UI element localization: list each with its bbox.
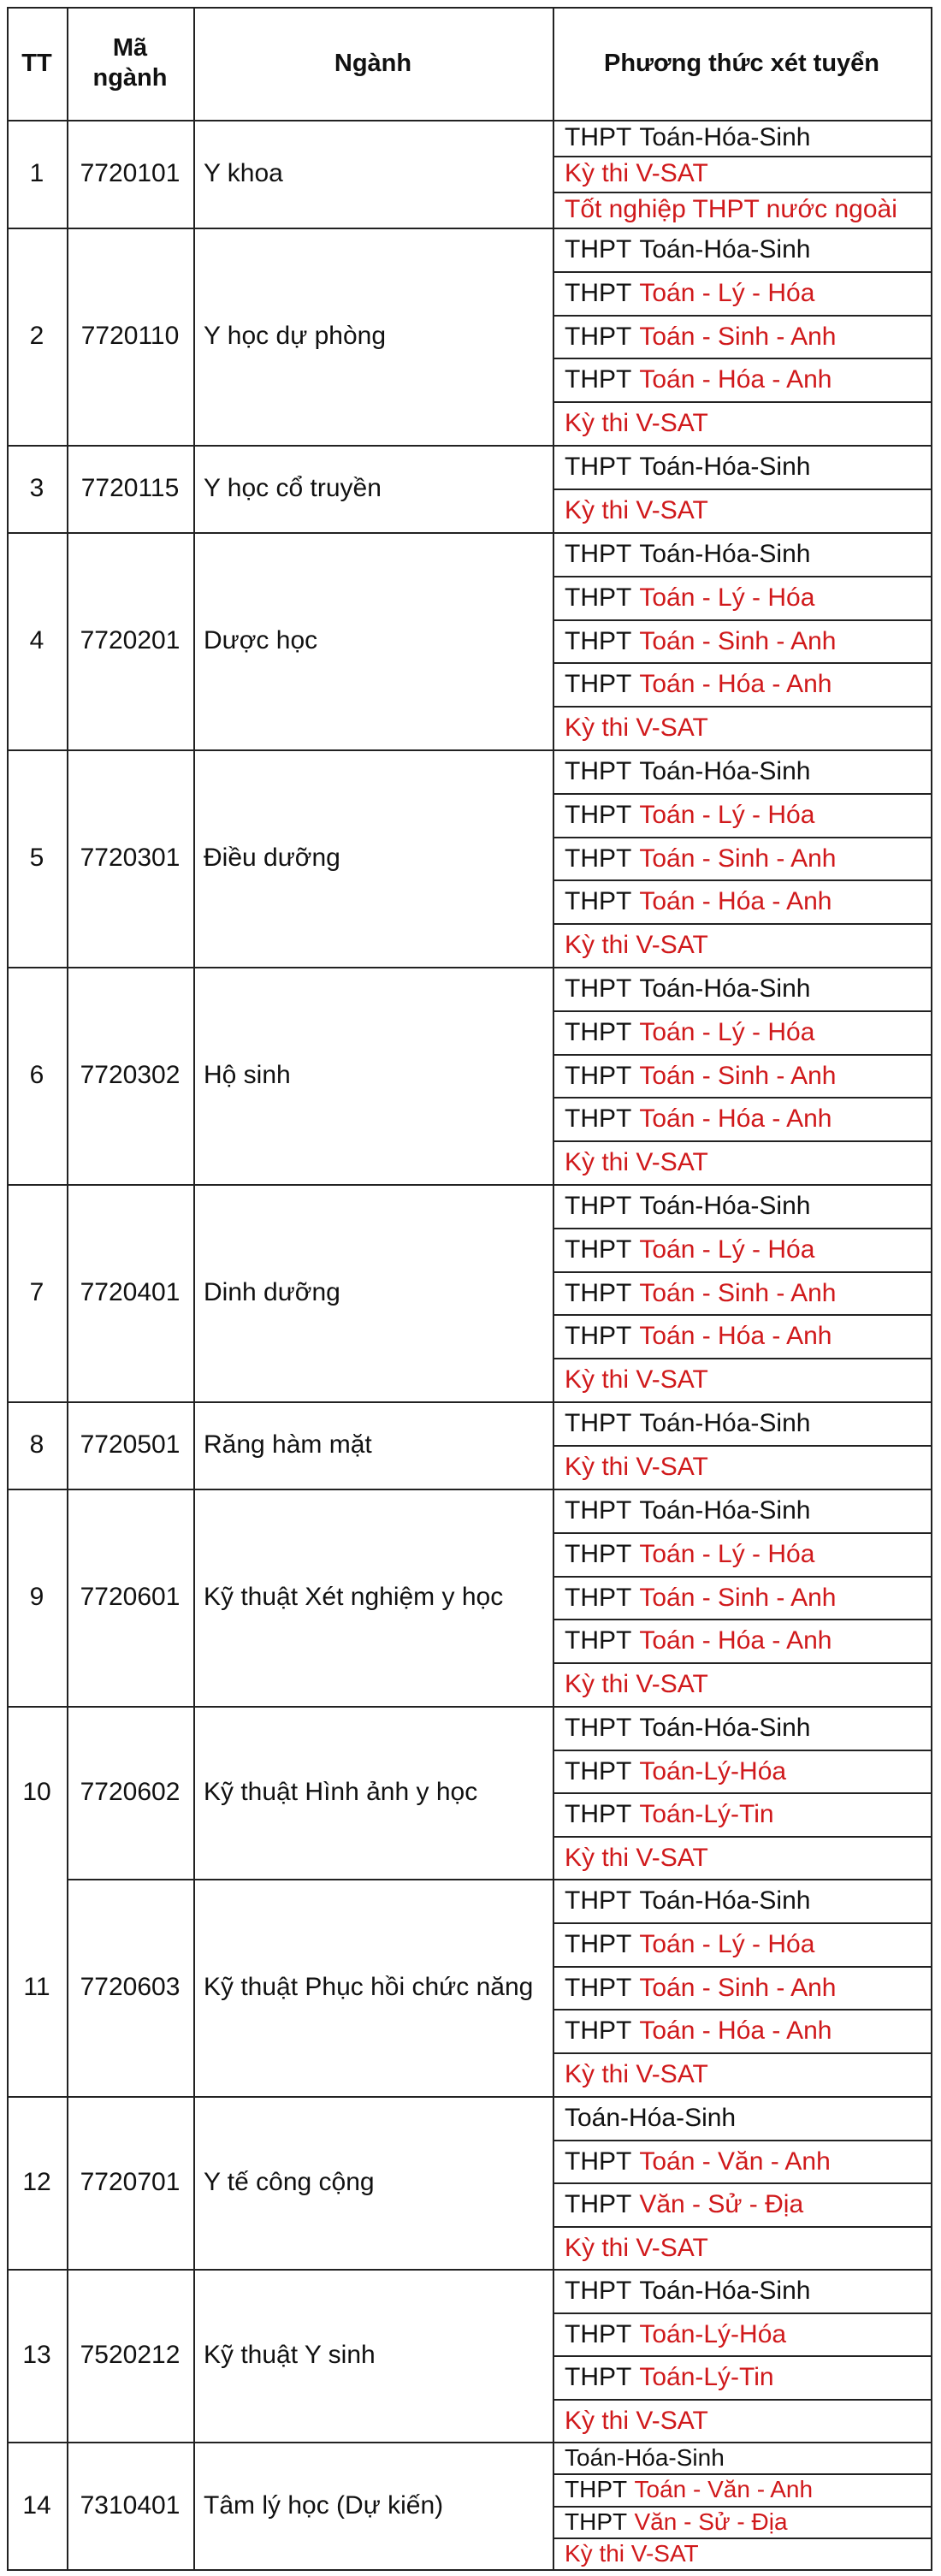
column-border-1: [67, 7, 68, 2571]
row-tt-text: 8: [29, 1430, 44, 1459]
row-tt-text: 7: [29, 1278, 44, 1306]
row-code-text: 7720401: [80, 1278, 181, 1306]
row-code: [72, 1706, 188, 1879]
method-subjects: Toán-Hóa-Sinh: [639, 123, 811, 151]
admission-method: [565, 2399, 708, 2443]
admission-method: [565, 1228, 814, 1271]
method-subjects: Toán-Hóa-Sinh: [639, 452, 811, 481]
method-prefix: THPT: [565, 1235, 632, 1264]
method-subjects: Toán-Lý-Hóa: [639, 2319, 787, 2348]
method-subjects: Kỳ thi V-SAT: [565, 1452, 708, 1481]
method-prefix: THPT: [565, 278, 632, 307]
admission-method: [565, 837, 836, 880]
method-prefix: THPT: [565, 1539, 632, 1568]
row-name-text: Răng hàm mặt: [204, 1430, 372, 1459]
method-prefix: THPT: [565, 234, 632, 264]
row-name-text: Kỹ thuật Y sinh: [204, 2341, 376, 2369]
row-code: [72, 1401, 188, 1489]
method-subjects: Toán-Lý-Hóa: [639, 1756, 787, 1785]
admission-method: [565, 749, 810, 793]
column-border-3: [553, 7, 554, 2571]
row-code: [72, 749, 188, 967]
method-prefix: THPT: [565, 1191, 632, 1220]
header-ma-nganh-text: Mã ngành: [92, 34, 168, 92]
method-prefix: THPT: [565, 974, 632, 1003]
method-subjects: Toán - Văn - Anh: [639, 2147, 831, 2176]
row-code-text: 7720301: [80, 844, 181, 872]
admission-method: [565, 1532, 814, 1576]
admission-method: [565, 358, 832, 401]
method-subjects: Toán - Lý - Hóa: [639, 800, 815, 829]
method-subjects: Kỳ thi V-SAT: [565, 1365, 708, 1394]
admission-method: [565, 1358, 708, 1401]
row-name: [204, 1489, 542, 1706]
admission-method: [565, 1792, 774, 1836]
method-subjects: Toán - Hóa - Anh: [639, 1626, 832, 1655]
admission-method: [565, 1314, 832, 1358]
row-code-text: 7720302: [80, 1061, 181, 1089]
admission-method: [565, 1662, 708, 1706]
method-subjects: Kỳ thi V-SAT: [565, 1843, 708, 1872]
row-code: [72, 228, 188, 445]
admission-method: [565, 2009, 832, 2052]
admission-method: [565, 1271, 836, 1315]
method-prefix: THPT: [565, 2362, 632, 2391]
row-tt: [12, 445, 62, 532]
method-subjects: Toán-Lý-Tin: [639, 1799, 774, 1828]
method-prefix: THPT: [565, 1713, 632, 1742]
row-tt: [12, 120, 62, 228]
row-code-text: 7720603: [80, 1973, 181, 2001]
row-code-text: 7720601: [80, 1583, 181, 1611]
row-tt-text: 14: [22, 2490, 51, 2520]
method-subjects: Toán-Hóa-Sinh: [639, 1713, 811, 1742]
admission-method: [565, 2506, 788, 2538]
row-tt-text: 5: [29, 844, 44, 872]
admission-method: [565, 706, 708, 749]
method-prefix: THPT: [565, 886, 632, 915]
method-subjects: Kỳ thi V-SAT: [565, 1147, 708, 1176]
admission-method: [565, 401, 708, 445]
row-tt: [12, 228, 62, 445]
method-subjects: Văn - Sử - Địa: [639, 2189, 804, 2218]
method-subjects: Văn - Sử - Địa: [634, 2508, 788, 2535]
row-code-text: 7520212: [80, 2341, 181, 2369]
row-name-text: Kỹ thuật Xét nghiệm y học: [204, 1583, 504, 1611]
admission-method: [565, 1576, 836, 1620]
method-subjects: Kỳ thi V-SAT: [565, 159, 708, 187]
column-border-2: [193, 7, 195, 2571]
row-tt: [12, 1489, 62, 1706]
method-prefix: THPT: [565, 1799, 632, 1828]
row-name-text: Y khoa: [204, 159, 283, 187]
row-tt-text: 4: [29, 626, 44, 654]
method-subjects: Toán - Sinh - Anh: [639, 1061, 837, 1090]
method-prefix: THPT: [565, 756, 632, 785]
method-subjects: Kỳ thi V-SAT: [565, 2539, 699, 2567]
method-subjects: Toán - Lý - Hóa: [639, 278, 815, 307]
method-subjects: Toán - Hóa - Anh: [639, 669, 832, 698]
header-ma-nganh: [72, 7, 188, 120]
admission-method: [565, 1010, 814, 1054]
row-name-text: Điều dưỡng: [204, 844, 340, 872]
row-name: [204, 1706, 542, 1879]
method-subjects: Toán-Hóa-Sinh: [639, 1495, 811, 1525]
header-phuong-thuc: [563, 7, 920, 120]
method-prefix: THPT: [565, 364, 632, 394]
method-subjects: Toán-Hóa-Sinh: [639, 756, 811, 785]
method-subjects: Toán - Sinh - Anh: [639, 1278, 837, 1307]
method-prefix: THPT: [565, 1321, 632, 1350]
method-subjects: Toán-Hóa-Sinh: [639, 539, 811, 568]
row-tt: [12, 1879, 62, 2096]
row-tt: [12, 1401, 62, 1489]
admission-method: [565, 1184, 810, 1228]
method-subjects: Toán-Hóa-Sinh: [639, 974, 811, 1003]
method-subjects: Toán - Văn - Anh: [634, 2475, 814, 2502]
row-tt-text: 1: [29, 159, 44, 187]
admission-method: [565, 1836, 708, 1880]
row-name: [204, 228, 542, 445]
admission-method: [565, 1619, 832, 1662]
row-name: [204, 1879, 542, 2096]
row-tt: [12, 1706, 62, 1879]
method-subjects: Toán-Lý-Tin: [639, 2362, 774, 2391]
method-subjects: Toán - Sinh - Anh: [639, 1973, 837, 2002]
row-tt: [12, 2442, 62, 2569]
method-subjects: Toán - Hóa - Anh: [639, 1321, 832, 1350]
method-subjects: Toán - Sinh - Anh: [639, 1583, 837, 1612]
admission-method: [565, 489, 708, 532]
method-subjects: Toán - Lý - Hóa: [639, 1235, 815, 1264]
row-code-text: 7720501: [80, 1430, 181, 1459]
method-subjects: Toán - Sinh - Anh: [639, 322, 837, 351]
method-prefix: THPT: [565, 123, 632, 151]
method-subjects: Toán-Hóa-Sinh: [639, 1886, 811, 1915]
method-prefix: THPT: [565, 2475, 628, 2502]
method-subjects: Kỳ thi V-SAT: [565, 2059, 708, 2088]
column-border-4: [931, 7, 932, 2571]
method-prefix: THPT: [565, 1408, 632, 1437]
method-prefix: THPT: [565, 1017, 632, 1046]
method-prefix: THPT: [565, 1929, 632, 1958]
admission-method: [565, 1097, 832, 1140]
row-name: [204, 2442, 542, 2569]
method-subjects: Kỳ thi V-SAT: [565, 2406, 708, 2435]
admission-method: [565, 1445, 708, 1489]
method-subjects: Toán - Hóa - Anh: [639, 364, 832, 394]
admission-method: [565, 2442, 725, 2473]
row-code: [72, 445, 188, 532]
row-code-text: 7720602: [80, 1778, 181, 1806]
column-border-0: [7, 7, 9, 2571]
method-subjects: Kỳ thi V-SAT: [565, 2233, 708, 2262]
row-code: [72, 967, 188, 1184]
method-prefix: THPT: [565, 2319, 632, 2348]
row-tt-text: 11: [23, 1973, 50, 2001]
row-code: [72, 2269, 188, 2442]
admission-method: [565, 1054, 836, 1098]
method-prefix: THPT: [565, 1583, 632, 1612]
admission-method: [565, 120, 810, 156]
admission-method: [565, 879, 832, 923]
row-name: [204, 749, 542, 967]
admission-method: [565, 2355, 774, 2399]
method-subjects: Toán - Sinh - Anh: [639, 844, 837, 873]
admission-method: [565, 2269, 810, 2312]
method-prefix: THPT: [565, 539, 632, 568]
header-nganh: [204, 7, 542, 120]
admission-method: [565, 619, 836, 663]
method-prefix: THPT: [565, 1061, 632, 1090]
method-prefix: THPT: [565, 1756, 632, 1785]
admission-method: [565, 445, 810, 489]
method-subjects: Toán - Lý - Hóa: [639, 1017, 815, 1046]
method-subjects: Toán - Lý - Hóa: [639, 1539, 815, 1568]
method-prefix: THPT: [565, 1886, 632, 1915]
row-bottom-border: [7, 2569, 931, 2571]
row-name-text: Kỹ thuật Phục hồi chức năng: [204, 1973, 534, 2001]
method-subjects: Toán - Hóa - Anh: [639, 1104, 832, 1133]
admission-method: [565, 228, 810, 271]
admission-method: [565, 1879, 810, 1922]
admission-method: [565, 2312, 786, 2356]
row-tt: [12, 2096, 62, 2269]
method-subjects: Toán-Hóa-Sinh: [565, 2443, 725, 2471]
method-subjects: Kỳ thi V-SAT: [565, 408, 708, 437]
admission-method: [565, 2096, 736, 2140]
method-subjects: Kỳ thi V-SAT: [565, 495, 708, 524]
row-name-text: Dinh dưỡng: [204, 1278, 340, 1306]
header-nganh-text: Ngành: [334, 49, 412, 77]
admission-method: [565, 156, 708, 192]
row-code: [72, 1489, 188, 1706]
row-name-text: Y học cổ truyền: [204, 474, 382, 502]
row-code: [72, 1879, 188, 2096]
row-tt-text: 3: [29, 474, 44, 502]
row-code: [72, 2442, 188, 2569]
admission-method: [565, 793, 814, 837]
row-code-text: 7310401: [80, 2490, 181, 2520]
method-subjects: Toán-Hóa-Sinh: [639, 234, 811, 264]
header-phuong-thuc-text: Phương thức xét tuyển: [603, 49, 880, 77]
method-prefix: THPT: [565, 1278, 632, 1307]
method-subjects: Kỳ thi V-SAT: [565, 930, 708, 959]
method-subjects: Toán - Sinh - Anh: [639, 626, 837, 655]
row-name-text: Y học dự phòng: [204, 322, 387, 350]
row-name-text: Tâm lý học (Dự kiến): [204, 2490, 444, 2520]
method-subjects: Tốt nghiệp THPT nước ngoài: [565, 195, 897, 223]
row-tt: [12, 2269, 62, 2442]
method-prefix: THPT: [565, 2016, 632, 2045]
method-subjects: Toán - Hóa - Anh: [639, 2016, 832, 2045]
row-tt-text: 10: [22, 1778, 51, 1806]
row-name-text: Hộ sinh: [204, 1061, 291, 1089]
admission-method: [565, 1922, 814, 1966]
method-prefix: THPT: [565, 1495, 632, 1525]
row-code: [72, 532, 188, 749]
row-tt: [12, 532, 62, 749]
method-subjects: Toán - Lý - Hóa: [639, 1929, 815, 1958]
method-prefix: THPT: [565, 2147, 632, 2176]
row-name: [204, 2269, 542, 2442]
row-code-text: 7720101: [80, 159, 181, 187]
row-name: [204, 532, 542, 749]
row-name: [204, 120, 542, 228]
admission-method: [565, 2052, 708, 2096]
admission-method: [565, 192, 897, 228]
row-code-text: 7720701: [80, 2168, 181, 2196]
method-subjects: Toán-Hóa-Sinh: [639, 1408, 811, 1437]
admission-method: [565, 1140, 708, 1184]
method-subjects: Toán - Lý - Hóa: [639, 583, 815, 612]
admission-method: [565, 532, 810, 576]
row-name: [204, 445, 542, 532]
row-tt: [12, 1184, 62, 1401]
method-prefix: THPT: [565, 2276, 632, 2305]
admission-method: [565, 1966, 836, 2010]
admission-method: [565, 923, 708, 967]
method-prefix: THPT: [565, 844, 632, 873]
row-tt: [12, 749, 62, 967]
admission-method: [565, 1706, 810, 1750]
row-name: [204, 967, 542, 1184]
method-prefix: THPT: [565, 583, 632, 612]
admission-method: [565, 662, 832, 706]
row-code: [72, 120, 188, 228]
method-prefix: THPT: [565, 2508, 628, 2535]
row-name: [204, 1401, 542, 1489]
admission-method: [565, 315, 836, 358]
method-subjects: Toán - Hóa - Anh: [639, 886, 832, 915]
row-tt-text: 12: [22, 2168, 51, 2196]
admission-method: [565, 2473, 813, 2505]
method-prefix: THPT: [565, 2189, 632, 2218]
admission-method: [565, 2538, 699, 2569]
method-prefix: THPT: [565, 669, 632, 698]
row-tt-text: 6: [29, 1061, 44, 1089]
method-subjects: Kỳ thi V-SAT: [565, 1669, 708, 1698]
method-prefix: THPT: [565, 1104, 632, 1133]
row-tt-text: 9: [29, 1583, 44, 1611]
row-name-text: Kỹ thuật Hình ảnh y học: [204, 1778, 478, 1806]
admission-method: [565, 2140, 831, 2183]
method-subjects: Kỳ thi V-SAT: [565, 713, 708, 742]
row-tt: [12, 967, 62, 1184]
method-subjects: Toán-Hóa-Sinh: [639, 1191, 811, 1220]
method-prefix: THPT: [565, 626, 632, 655]
row-code-text: 7720201: [80, 626, 181, 654]
row-code: [72, 1184, 188, 1401]
row-name: [204, 2096, 542, 2269]
row-code-text: 7720115: [80, 474, 180, 502]
row-code: [72, 2096, 188, 2269]
method-prefix: THPT: [565, 322, 632, 351]
method-prefix: THPT: [565, 800, 632, 829]
method-prefix: THPT: [565, 1626, 632, 1655]
header-tt-text: TT: [21, 49, 52, 77]
admission-method: [565, 2182, 803, 2226]
admission-method: [565, 1750, 786, 1793]
row-name: [204, 1184, 542, 1401]
method-subjects: Toán-Hóa-Sinh: [639, 2276, 811, 2305]
row-tt-text: 2: [29, 322, 44, 350]
admission-method: [565, 2226, 708, 2270]
row-tt-text: 13: [22, 2341, 51, 2369]
row-code-text: 7720110: [80, 322, 180, 350]
method-prefix: THPT: [565, 1973, 632, 2002]
admission-method: [565, 967, 810, 1010]
admission-method: [565, 1401, 810, 1445]
row-name-text: Dược học: [204, 626, 318, 654]
row-name-text: Y tế công cộng: [204, 2168, 375, 2196]
method-subjects: Toán-Hóa-Sinh: [565, 2103, 737, 2132]
method-prefix: THPT: [565, 452, 632, 481]
admission-method: [565, 576, 814, 619]
admission-method: [565, 1489, 810, 1532]
admission-method: [565, 271, 814, 315]
header-tt: [12, 7, 62, 120]
